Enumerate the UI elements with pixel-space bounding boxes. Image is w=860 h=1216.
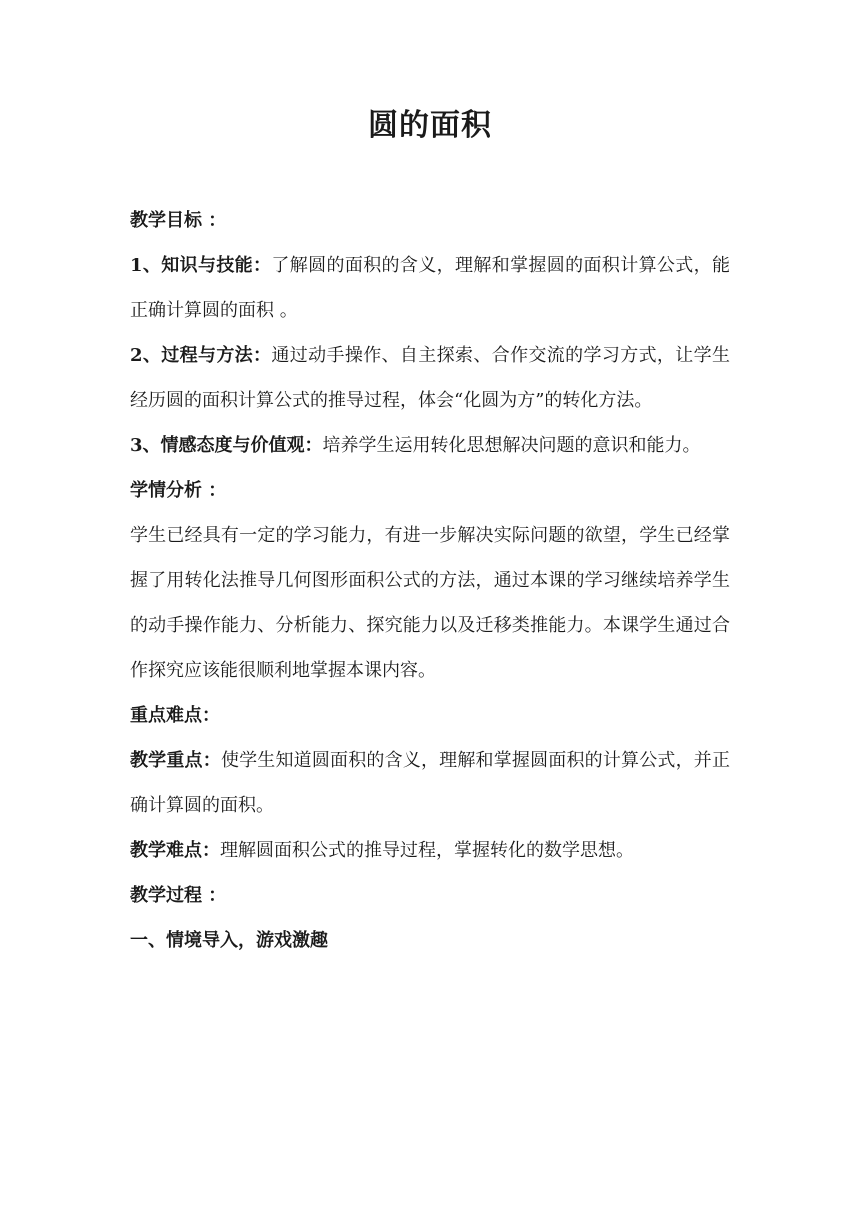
section-1-heading: 一、情境导入，游戏激趣: [130, 930, 328, 951]
objectives-heading: 教学目标 ：: [130, 210, 227, 231]
objective-1: [130, 243, 730, 333]
keypoints-heading: 重点难点：: [130, 705, 220, 726]
teaching-difficulty-text: 理解圆面积公式的推导过程，掌握转化的数学思想。: [220, 840, 634, 861]
document-body: [130, 198, 730, 963]
process-heading: 教学过程 ：: [130, 885, 227, 906]
objective-3-label: 3、情感态度与价值观：: [130, 435, 323, 456]
analysis-heading: 学情分析 ：: [130, 480, 227, 501]
objective-2-text: 通过动手操作、自主探索、合作交流的学习方式，让学生经历圆的面积计算公式的推导过程，体会“化圆为方”的转化方法。: [130, 345, 731, 411]
teaching-focus-text: 使学生知道圆面积的含义，理解和掌握圆面积的计算公式，并正确计算圆的面积。: [130, 750, 730, 816]
teaching-focus: [130, 738, 730, 828]
objective-1-label: 1、知识与技能：: [130, 255, 272, 276]
analysis-text: 学生已经具有一定的学习能力，有进一步解决实际问题的欲望，学生已经掌握了用转化法推导几何图形面积公式的方法，通过本课的学习继续培养学生的动手操作能力、分析能力、探究能力以及迁移类推能力。本课学生通过合作探究应该能很顺利地掌握本课内容。: [130, 525, 730, 681]
objective-2: [130, 333, 730, 423]
teaching-difficulty-label: 教学难点：: [130, 840, 220, 861]
objective-3: [130, 423, 730, 468]
objective-3-text: 培养学生运用转化思想解决问题的意识和能力。: [322, 435, 701, 456]
teaching-focus-label: 教学重点：: [130, 750, 221, 771]
document-title: 圆的面积: [368, 108, 492, 143]
objective-1-text: 了解圆的面积的含义，理解和掌握圆的面积计算公式，能正确计算圆的面积 。: [130, 255, 731, 321]
objective-2-label: 2、过程与方法：: [130, 345, 272, 366]
teaching-difficulty: [130, 828, 730, 873]
